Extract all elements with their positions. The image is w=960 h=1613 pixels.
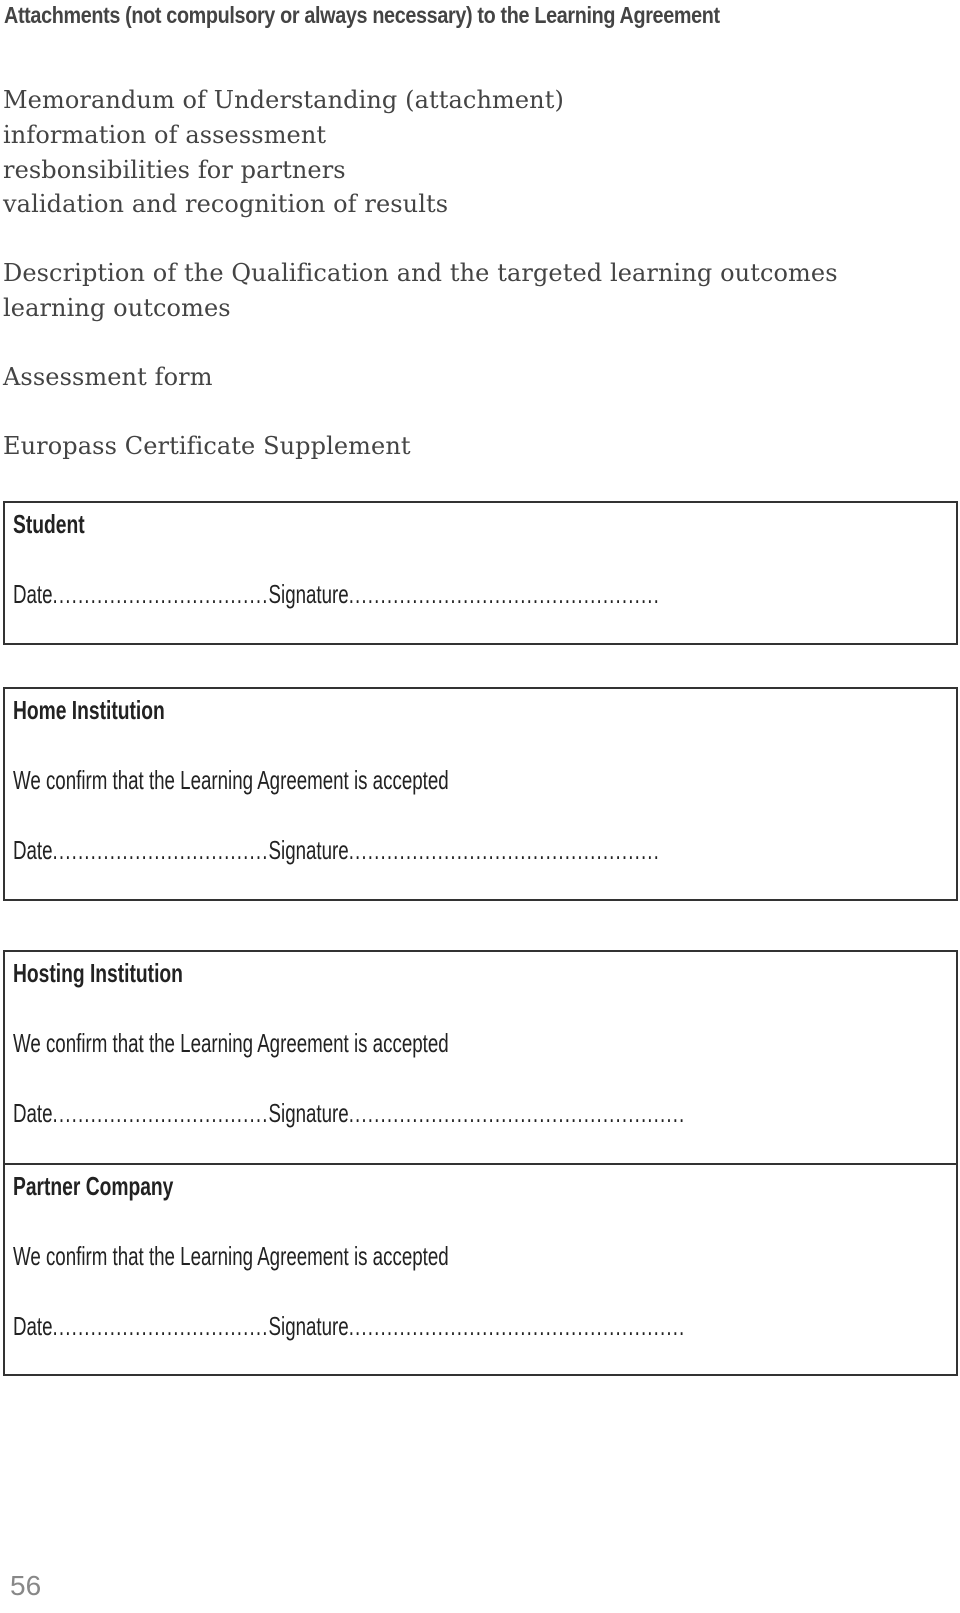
hosting-institution-statement: We confirm that the Learning Agreement is accepted [13,1028,449,1058]
signature-field[interactable]: ..................................................... [348,1311,686,1341]
attachment-item: information of assessment [3,121,327,149]
signature-field[interactable]: ................................................. [348,835,660,865]
signature-label: Signature [268,835,349,865]
page-heading: Attachments (not compulsory or always necessary) to the Learning Agreement [4,2,720,28]
attachment-item: Memorandum of Understanding (attachment) [3,86,564,114]
attachment-item: learning outcomes [3,294,231,322]
date-field[interactable]: .................................. [52,1098,269,1128]
hosting-institution-title: Hosting Institution [13,958,183,988]
signature-label: Signature [268,579,349,609]
student-box [3,501,958,645]
attachment-item: Description of the Qualification and the targeted learning outcomes [3,259,838,287]
student-title: Student [13,509,85,539]
page-number: 56 [10,1570,42,1601]
partner-company-title: Partner Company [13,1171,174,1201]
signature-label: Signature [268,1311,349,1341]
partner-company-statement: We confirm that the Learning Agreement is accepted [13,1241,449,1271]
hosting-institution-date-signature-line [13,1098,947,1129]
hosting-partner-box [3,950,958,1376]
partner-company-date-signature-line [13,1311,947,1342]
date-label: Date [13,1311,53,1341]
signature-label: Signature [268,1098,349,1128]
attachment-item: resbonsibilities for partners [3,156,346,184]
home-institution-box [3,687,958,901]
signature-field[interactable]: ................................................. [348,579,660,609]
date-label: Date [13,835,53,865]
home-institution-title: Home Institution [13,695,165,725]
attachment-item: Assessment form [3,363,213,391]
date-label: Date [13,1098,53,1128]
date-label: Date [13,579,53,609]
date-field[interactable]: .................................. [52,835,269,865]
signature-field[interactable]: ..................................................... [348,1098,686,1128]
home-institution-statement: We confirm that the Learning Agreement is accepted [13,765,449,795]
section-divider [5,1163,956,1165]
home-institution-date-signature-line [13,835,912,866]
date-field[interactable]: .................................. [52,1311,269,1341]
attachment-item: validation and recognition of results [3,190,449,218]
student-date-signature-line [13,579,912,610]
date-field[interactable]: .................................. [52,579,269,609]
attachment-item: Europass Certificate Supplement [3,432,411,460]
